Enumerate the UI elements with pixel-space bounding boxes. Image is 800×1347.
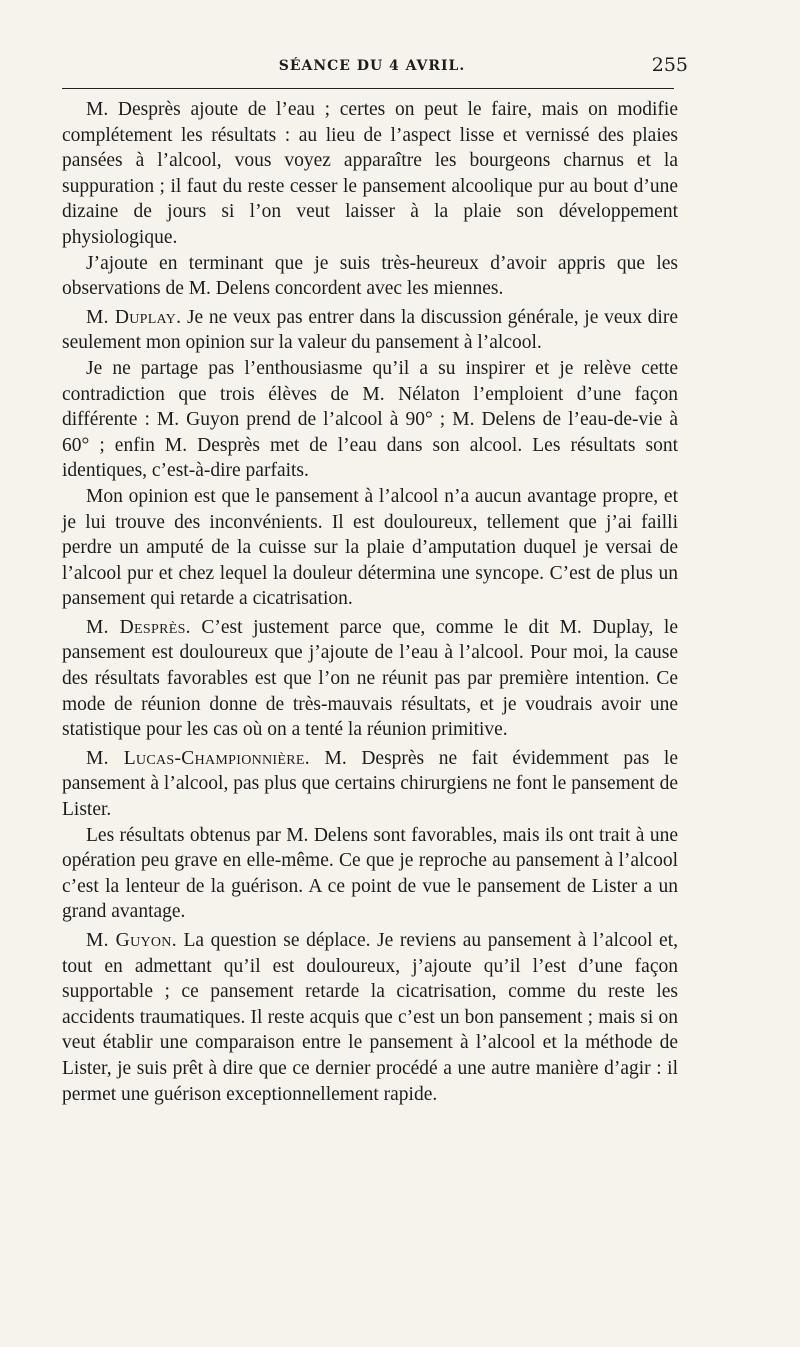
paragraph-text: Je ne veux pas entrer dans la discussion générale, je veux dire seulement mon opinion sur la valeur du pansement à l’alcool.	[62, 306, 678, 354]
paragraph-text: M. Desprès ne fait évidemment pas le pansement à l’alcool, pas plus que certains chirurgiens ne font le pansement de Lister.	[62, 747, 679, 821]
paragraph-text: J’ajoute en terminant que je suis très-heureux d’avoir appris que les observations de M. Delens concordent avec les miennes.	[62, 252, 678, 300]
paragraph	[62, 746, 678, 823]
paragraph	[62, 484, 678, 612]
paragraph	[62, 823, 678, 925]
paragraph	[62, 251, 678, 302]
paragraph-text: Je ne partage pas l’enthousiasme qu’il a su inspirer et je relève cette contradiction que trois élèves de M. Nélaton l’emploient d’une façon différente : M. Guyon prend de l’alcool à 90° ; M. Delens de l’eau-de-vie à 60° ; enfin M. Desprès met de l’eau dans son alcool. Les résultats sont identiques, c’est-à-dire parfaits.	[62, 357, 678, 482]
document-body	[62, 97, 678, 1107]
page-number: 255	[651, 54, 688, 76]
paragraph-text: Mon opinion est que le pansement à l’alcool n’a aucun avantage propre, et je lui trouve des inconvénients. Il est douloureux, tellement que j’ai failli perdre un amputé de la cuisse sur la plaie d’amputation duquel je versai de l’alcool pur et chez lequel la douleur détermina une syncope. C’est de plus un pansement qui retarde a cicatrisation.	[62, 485, 678, 610]
speaker-name: M. Lucas-Championnière.	[86, 747, 310, 769]
speaker-name: M. Desprès.	[86, 616, 191, 638]
paragraph	[62, 615, 678, 743]
speaker-name: M. Guyon.	[86, 930, 177, 951]
paragraph	[62, 928, 678, 1107]
running-head: SÉANCE DU 4 AVRIL.	[278, 58, 466, 74]
speaker-name: M. Duplay.	[86, 306, 182, 328]
page-header	[62, 48, 688, 84]
paragraph	[62, 305, 678, 356]
header-rule	[62, 88, 674, 89]
paragraph-text: La question se déplace. Je reviens au pansement à l’alcool et, tout en admettant qu’il est douloureux, j’ajoute qu’il l’est d’une façon supportable ; ce pansement retarde la cicatrisation, comme du reste les accidents traumatiques. Il reste acquis que c’est un bon pansement ; mais si on veut établir une comparaison entre le pansement à l’alcool et la méthode de Lister, je suis prêt à dire que ce dernier procédé a une autre manière d’agir : il permet une guérison exceptionnellement rapide.	[62, 930, 679, 1105]
paragraph-text: C’est justement parce que, comme le dit M. Duplay, le pansement est douloureux que j’ajoute de l’eau à l’alcool. Pour moi, la cause des résultats favorables est que l’on ne réunit pas par première intention. Ce mode de réunion donne de très-mauvais résultats, et je voudrais avoir une statistique pour les cas où on a tenté la réunion primitive.	[62, 616, 679, 741]
paragraph	[62, 97, 678, 251]
paragraph-text: M. Desprès ajoute de l’eau ; certes on peut le faire, mais on modifie complétement les résultats : au lieu de l’aspect lisse et vernissé des plaies pansées à l’alcool, vous voyez apparaître les bourgeons charnus et la suppuration ; il faut du reste cesser le pansement alcoolique pur au bout d’une dizaine de jours si l’on veut laisser à la plaie son développement physiologique.	[62, 99, 678, 248]
paragraph-text: Les résultats obtenus par M. Delens sont favorables, mais ils ont trait à une opération peu grave en elle-même. Ce que je reproche au pansement à l’alcool c’est la lenteur de la guérison. A ce point de vue le pansement de Lister a un grand avantage.	[62, 824, 678, 923]
paragraph	[62, 356, 678, 484]
